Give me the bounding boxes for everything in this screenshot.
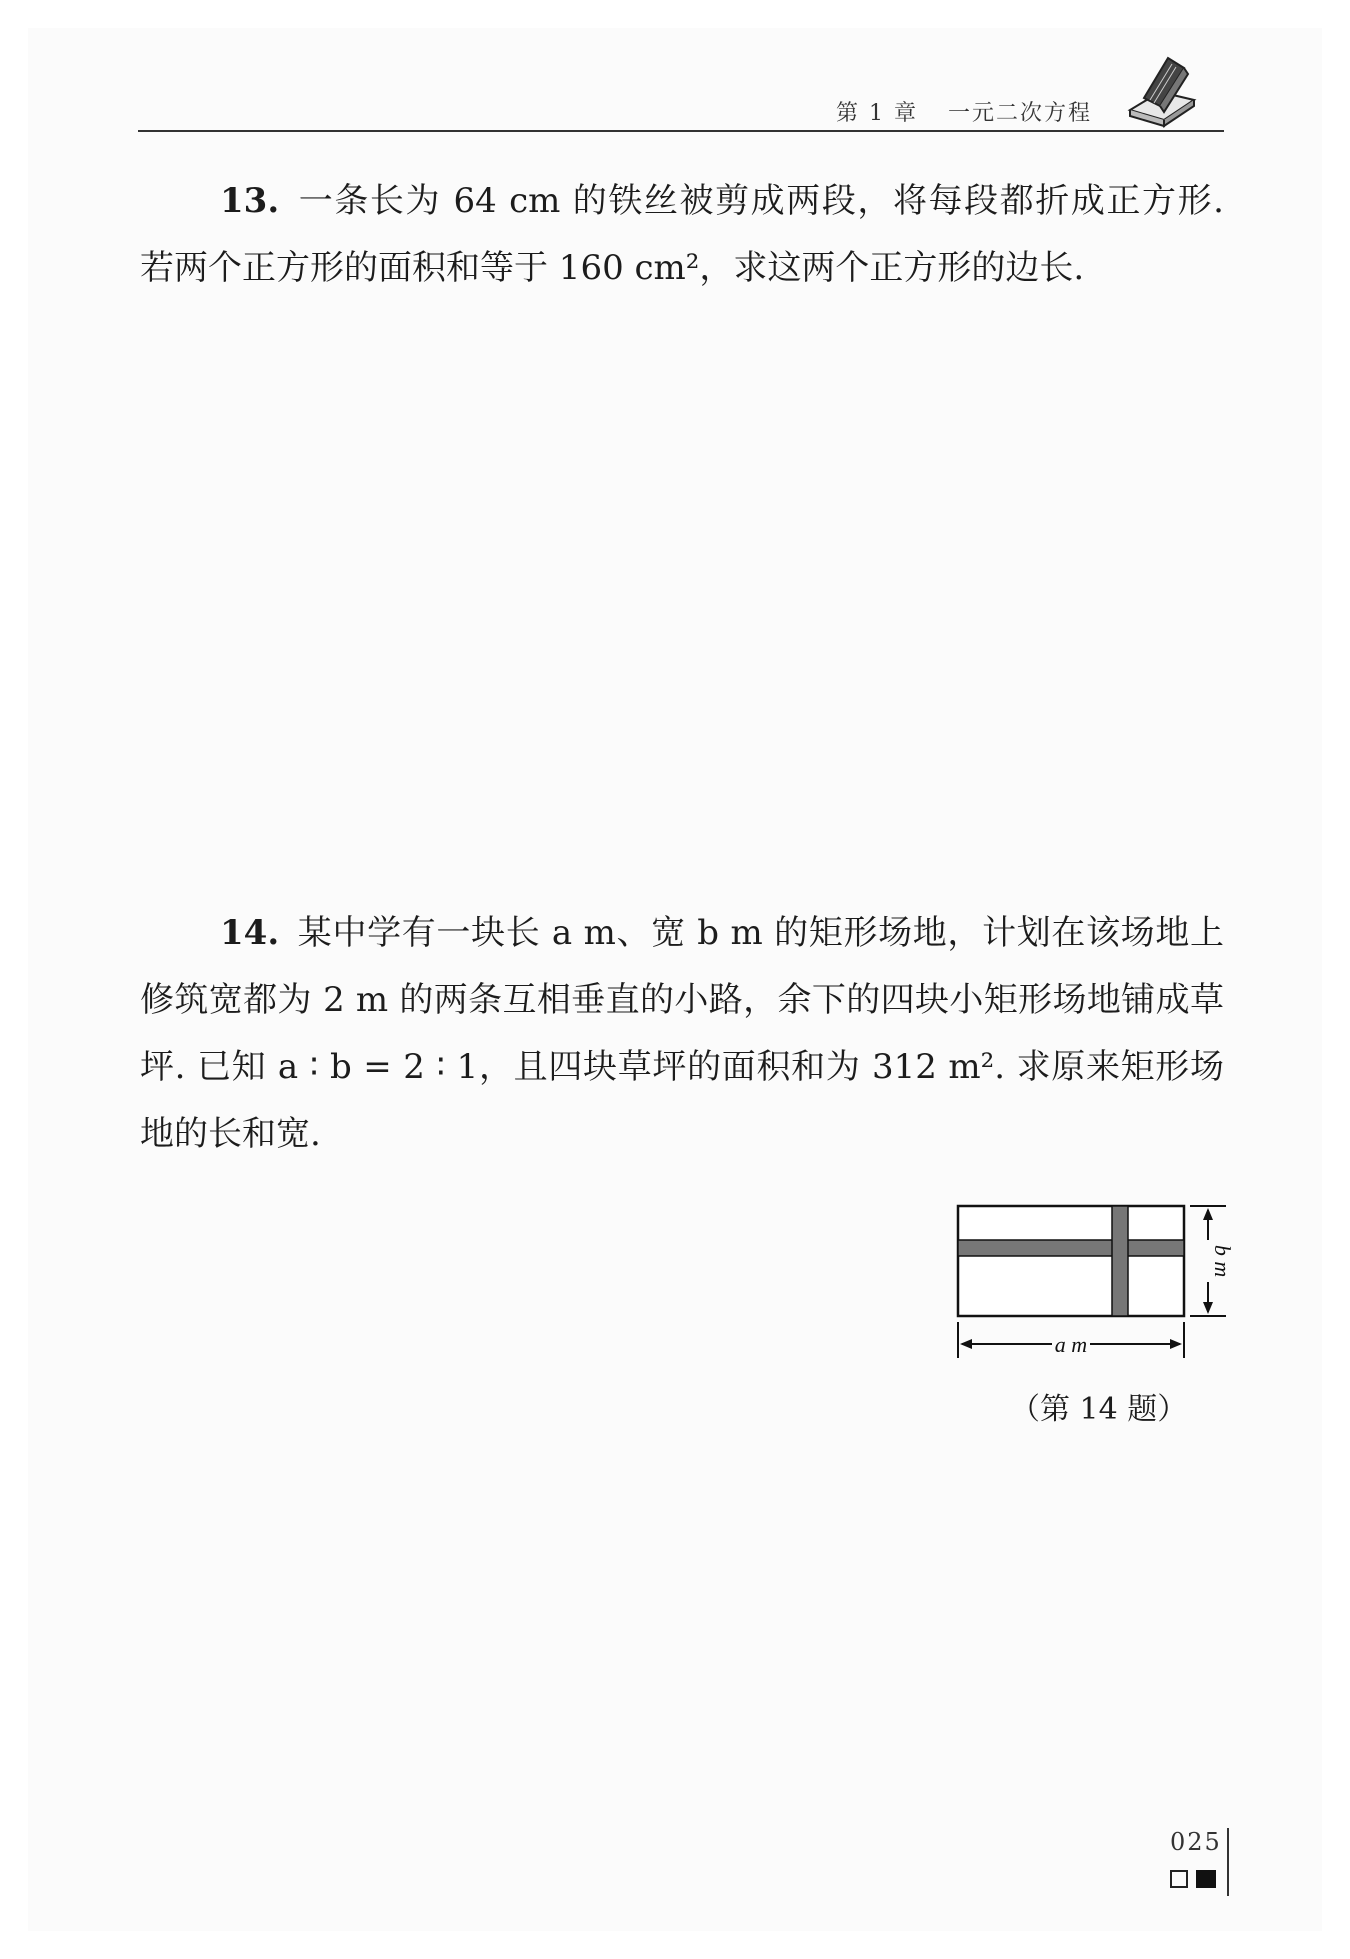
field-rectangle xyxy=(958,1206,1184,1316)
running-header xyxy=(836,96,1092,127)
problem-text: 一条长为 64 cm 的铁丝被剪成两段，将每段都折成正方形. 若两个正方形的面积和等于 160 cm²，求这两个正方形的边长. xyxy=(140,181,1224,288)
chapter-topic: 一元二次方程 xyxy=(947,101,1092,126)
figure-caption: （第 14 题） xyxy=(1010,1392,1188,1427)
problem-number: 13. xyxy=(220,181,280,221)
height-label: b m xyxy=(1210,1244,1235,1278)
book-icon xyxy=(1124,50,1200,126)
footer-rule xyxy=(1227,1828,1229,1896)
footer-hollow-square-icon xyxy=(1170,1870,1188,1888)
problem-14 xyxy=(140,900,1224,1168)
problem-text: 某中学有一块长 a m、宽 b m 的矩形场地，计划在该场地上修筑宽都为 2 m 的两条互相垂直的小路，余下的四块小矩形场地铺成草坪. 已知 a ∶ b = 2 ∶ 1，且四块草坪的面积和为 312 m². 求原来矩形场地的长和宽. xyxy=(140,913,1224,1154)
field-diagram xyxy=(952,1198,1235,1368)
width-label: a m xyxy=(1054,1332,1088,1357)
page-number: 025 xyxy=(1170,1828,1222,1856)
problem-13 xyxy=(140,168,1224,302)
horizontal-path xyxy=(958,1240,1184,1256)
header-rule xyxy=(138,130,1224,132)
footer-filled-square-icon xyxy=(1196,1870,1216,1888)
chapter-label: 第 1 章 xyxy=(836,101,918,126)
vertical-path xyxy=(1112,1206,1128,1316)
problem-number: 14. xyxy=(220,913,280,953)
